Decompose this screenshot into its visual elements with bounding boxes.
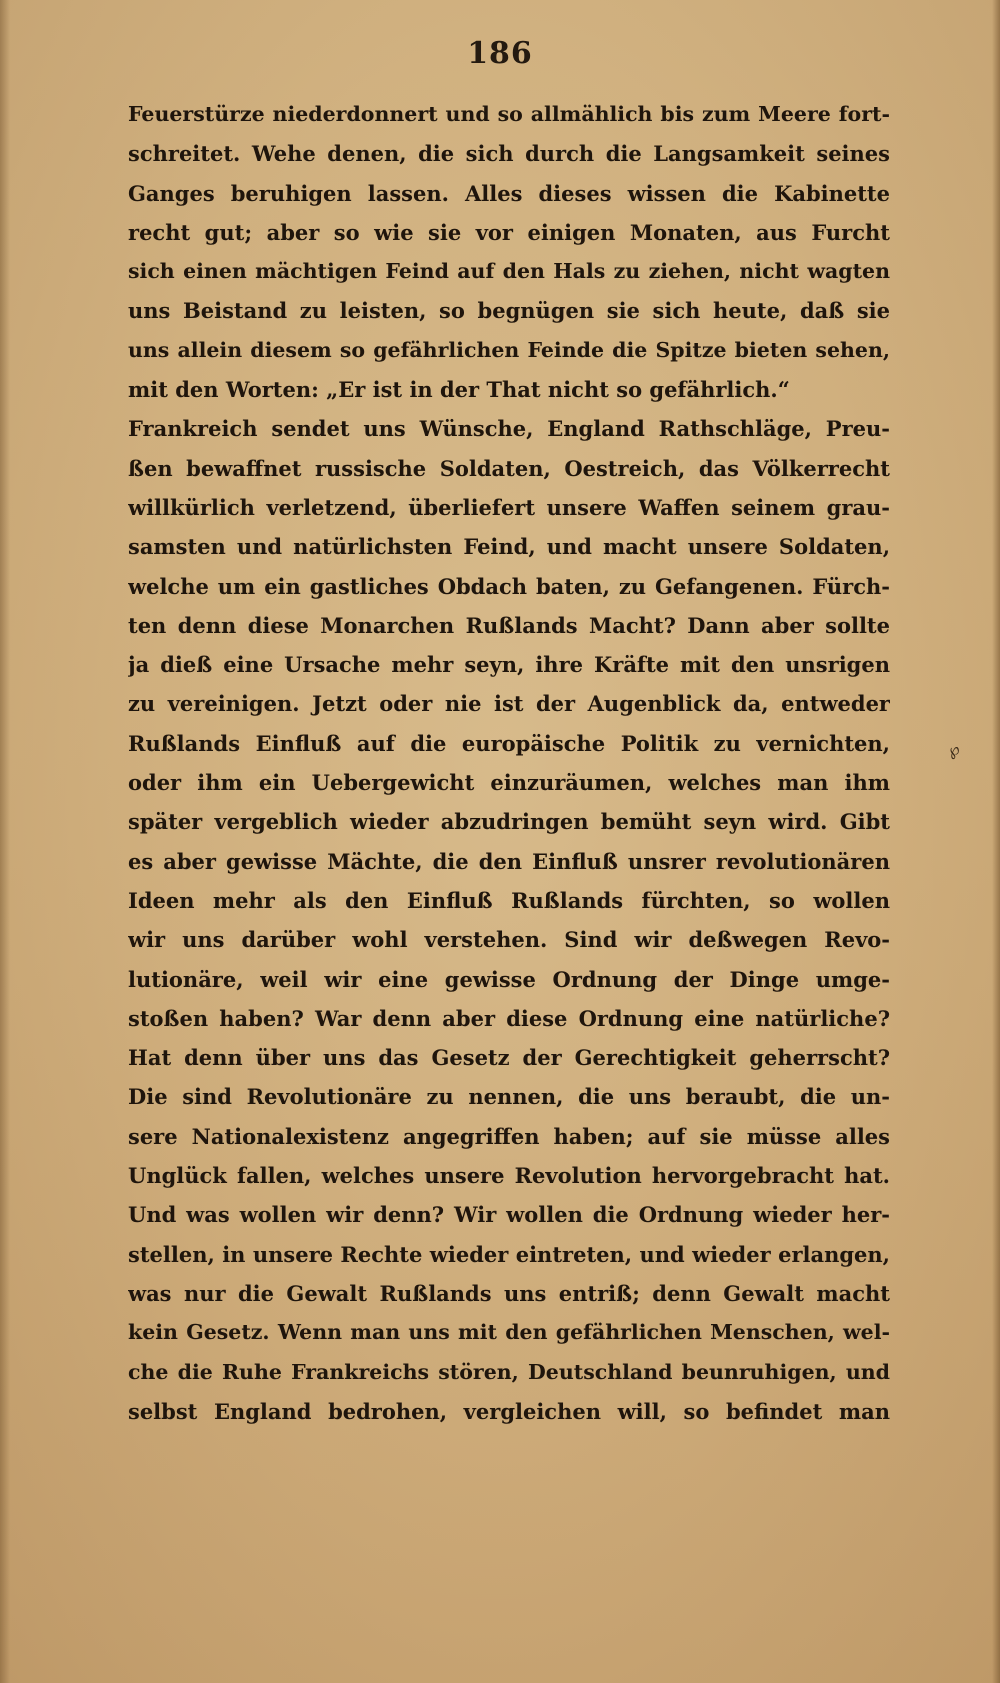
margin-ink-mark: ℘ <box>945 738 963 761</box>
text-line: es aber gewisse Mächte, die den Einfluß unsrer revolutionären <box>128 848 890 874</box>
text-line: Ganges beruhigen lassen. Alles dieses wissen die Kabinette <box>128 180 890 206</box>
text-line: Unglück fallen, welches unsere Revolution hervorgebracht hat. <box>128 1163 890 1189</box>
text-line: uns allein diesem so gefährlichen Feinde die Spitze bieten sehen, <box>128 337 890 362</box>
text-line: später vergeblich wieder abzudringen bemüht seyn wird. Gibt <box>128 809 890 835</box>
text-line: was nur die Gewalt Rußlands uns entriß; denn Gewalt macht <box>128 1280 890 1306</box>
body-text <box>128 95 890 1431</box>
text-line: Frankreich sendet uns Wünsche, England Rathschläge, Preu- <box>128 416 890 442</box>
text-line: ten denn diese Monarchen Rußlands Macht? Dann aber sollte <box>128 612 890 638</box>
text-line: oder ihm ein Uebergewicht einzuräumen, welches man ihm <box>128 770 890 796</box>
text-line: wir uns darüber wohl verstehen. Sind wir deßwegen Revo- <box>128 927 890 953</box>
text-line: willkürlich verletzend, überliefert unsere Waffen seinem grau- <box>128 494 890 520</box>
text-line: uns Beistand zu leisten, so begnügen sie sich heute, daß sie <box>128 298 890 324</box>
text-line: ßen bewaffnet russische Soldaten, Oestreich, das Völkerrecht <box>128 455 890 481</box>
page-left-edge-shadow <box>0 0 10 1683</box>
text-line: kein Gesetz. Wenn man uns mit den gefährlichen Menschen, wel- <box>128 1320 890 1345</box>
text-line: recht gut; aber so wie sie vor einigen Monaten, aus Furcht <box>128 219 890 245</box>
text-line: che die Ruhe Frankreichs stören, Deutschland beunruhigen, und <box>128 1359 890 1384</box>
text-line: zu vereinigen. Jetzt oder nie ist der Augenblick da, entweder <box>128 691 890 717</box>
text-line: samsten und natürlichsten Feind, und macht unsere Soldaten, <box>128 534 890 560</box>
text-line: Ideen mehr als den Einfluß Rußlands fürchten, so wollen <box>128 887 890 913</box>
text-line: stoßen haben? War denn aber diese Ordnung eine natürliche? <box>128 1005 890 1031</box>
text-line: Feuerstürze niederdonnert und so allmählich bis zum Meere fort- <box>128 102 890 126</box>
text-line: welche um ein gastliches Obdach baten, zu Gefangenen. Fürch- <box>128 573 890 599</box>
page-right-edge-shadow <box>992 0 1000 1683</box>
text-line: Rußlands Einfluß auf die europäische Politik zu vernichten, <box>128 730 890 756</box>
text-line: Die sind Revolutionäre zu nennen, die uns beraubt, die un- <box>128 1084 890 1110</box>
page-number: 186 <box>467 36 533 71</box>
text-line: sich einen mächtigen Feind auf den Hals zu ziehen, nicht wagten <box>128 259 890 284</box>
text-line: sere Nationalexistenz angegriffen haben; auf sie müsse alles <box>128 1123 890 1149</box>
text-line: mit den Worten: „Er ist in der That nicht so gefährlich.“ <box>128 377 790 403</box>
text-line: schreitet. Wehe denen, die sich durch die Langsamkeit seines <box>128 141 890 167</box>
text-line: selbst England bedrohen, vergleichen will, so befindet man <box>128 1398 890 1424</box>
text-line: lutionäre, weil wir eine gewisse Ordnung der Dinge umge- <box>128 966 890 992</box>
text-line: stellen, in unsere Rechte wieder eintreten, und wieder erlangen, <box>128 1241 890 1267</box>
text-line: Hat denn über uns das Gesetz der Gerechtigkeit geherrscht? <box>128 1045 890 1071</box>
text-line: ja dieß eine Ursache mehr seyn, ihre Kräfte mit den unsrigen <box>128 652 890 678</box>
text-line: Und was wollen wir denn? Wir wollen die Ordnung wieder her- <box>128 1202 890 1228</box>
